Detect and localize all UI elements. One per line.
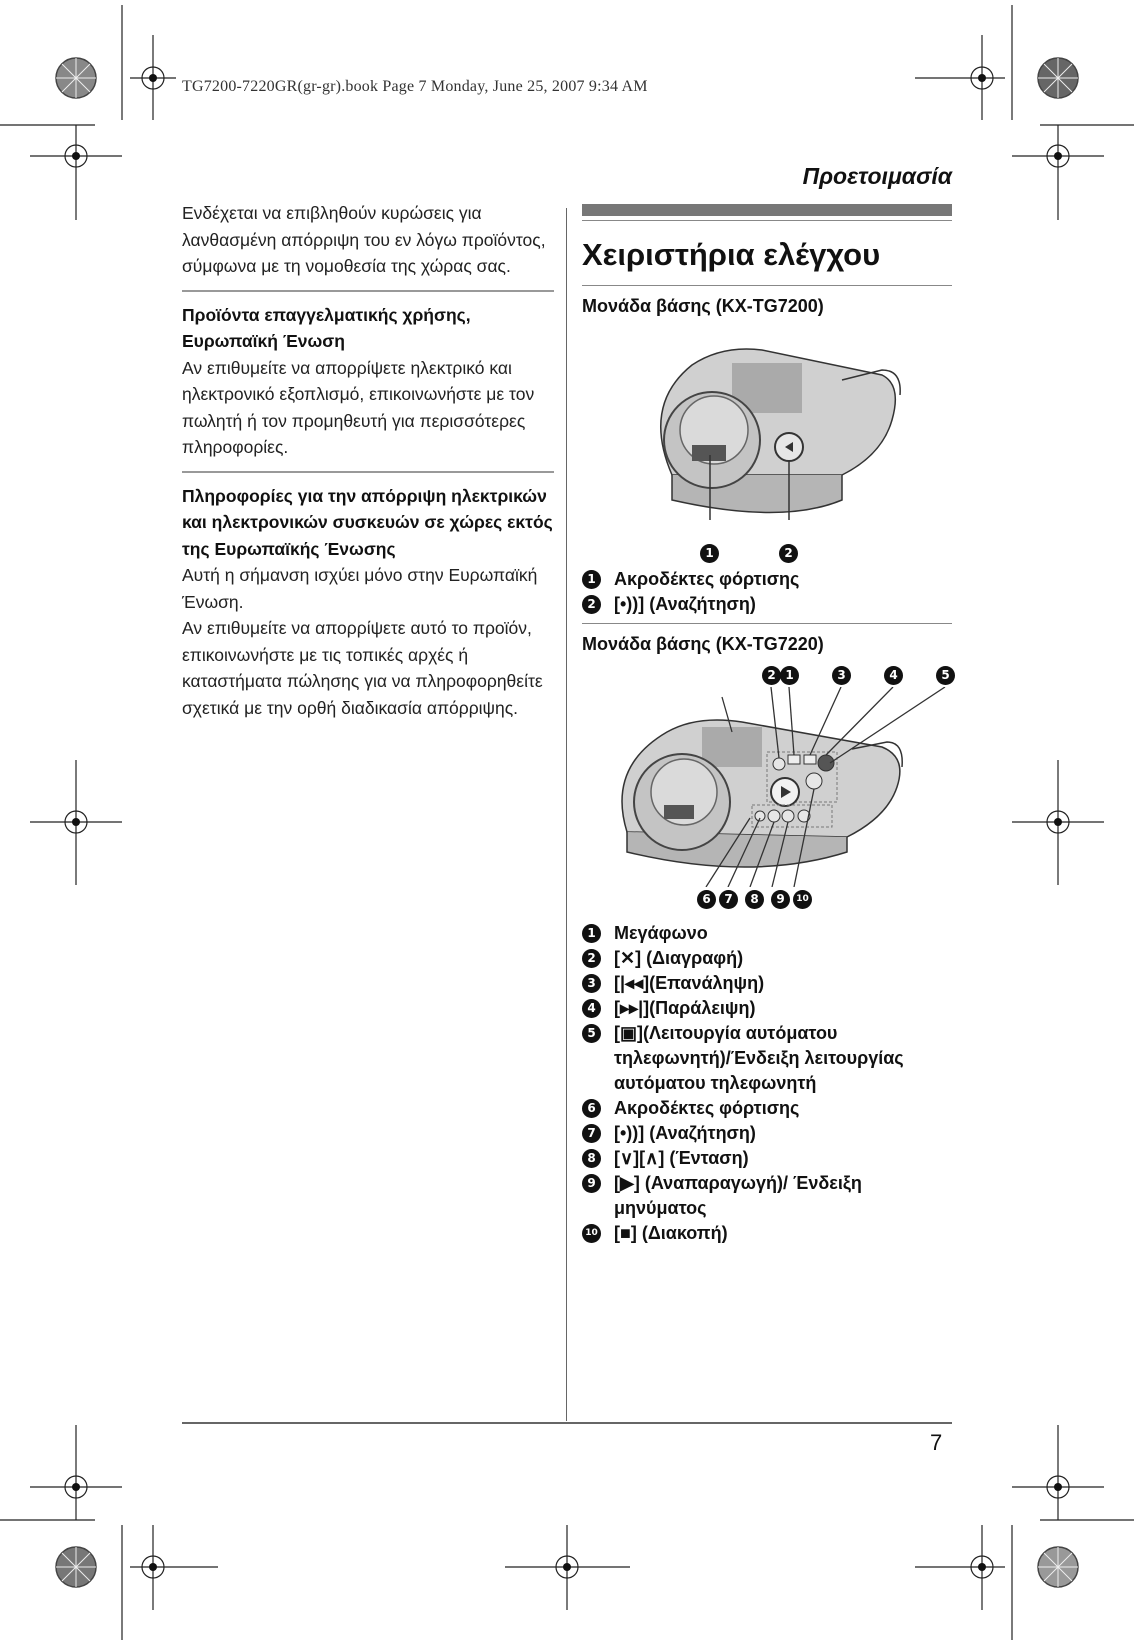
callout-4: 4 xyxy=(884,666,903,685)
base-unit-tg7220-illustration xyxy=(582,687,952,887)
base2-heading: Μονάδα βάσης (KX-TG7220) xyxy=(582,634,824,654)
legend-number: 9 xyxy=(582,1174,601,1193)
controls-title: Χειριστήρια ελέγχου xyxy=(582,237,881,272)
legend-item xyxy=(582,971,952,996)
title-underbar xyxy=(582,220,952,221)
left-column xyxy=(182,200,554,721)
callout-5: 5 xyxy=(936,666,955,685)
callout-6: 6 xyxy=(697,890,716,909)
business-heading: Προϊόντα επαγγελματικής χρήσης, Ευρωπαϊκή Ένωση xyxy=(182,304,471,351)
legend-text: [•))] (Αναζήτηση) xyxy=(614,1123,756,1143)
legend-number: 5 xyxy=(582,1024,601,1043)
legend-number: 3 xyxy=(582,974,601,993)
legend-number: 2 xyxy=(582,949,601,968)
callout-10: 10 xyxy=(793,890,812,909)
divider xyxy=(582,623,952,624)
legend-item xyxy=(582,1121,952,1146)
legend-number: 10 xyxy=(582,1224,601,1243)
base2-top-callouts xyxy=(582,663,952,687)
legend-item xyxy=(582,996,952,1021)
legend-item xyxy=(582,946,952,971)
callout-1: 1 xyxy=(700,544,719,563)
legend-item xyxy=(582,567,952,592)
disposal-paragraph-1: Αυτή η σήμανση ισχύει μόνο στην Ευρωπαϊκή Ένωση. xyxy=(182,565,538,612)
business-paragraph: Αν επιθυμείτε να απορρίψετε ηλεκτρικό και ηλεκτρονικό εξοπλισμό, επικοινωνήστε με τον πωλητή ή τον προμηθευτή για περισσότερες πληροφορίες. xyxy=(182,357,535,457)
base2-bottom-callouts xyxy=(582,887,952,911)
column-divider xyxy=(566,208,567,1421)
legend-number: 1 xyxy=(582,570,601,589)
legend-text: [∨][∧] (Ένταση) xyxy=(614,1148,749,1168)
divider xyxy=(582,285,952,286)
legend-number: 1 xyxy=(582,924,601,943)
base1-legend xyxy=(582,567,952,617)
right-column xyxy=(582,204,952,1246)
base2-legend xyxy=(582,921,952,1246)
disposal-paragraph-2: Αν επιθυμείτε να απορρίψετε αυτό το προϊόν, επικοινωνήστε με τις τοπικές αρχές ή καταστήματα πώλησης για να πληροφορηθείτε σχετικά με την ορθή διαδικασία απόρριψης. xyxy=(182,618,543,718)
callout-2: 2 xyxy=(762,666,781,685)
footer-rule xyxy=(182,1422,952,1424)
legend-text: [■] (Διακοπή) xyxy=(614,1223,728,1243)
legend-text: [▶] (Αναπαραγωγή)/ Ένδειξη μηνύματος xyxy=(614,1173,862,1218)
legend-item xyxy=(582,1146,952,1171)
legend-item xyxy=(582,1021,952,1096)
intro-paragraph: Ενδέχεται να επιβληθούν κυρώσεις για λανθασμένη απόρριψη του εν λόγω προϊόντος, σύμφωνα με τη νομοθεσία της χώρας σας. xyxy=(182,203,546,276)
legend-text: [✕] (Διαγραφή) xyxy=(614,948,744,968)
legend-number: 8 xyxy=(582,1149,601,1168)
legend-number: 2 xyxy=(582,595,601,614)
legend-text: Ακροδέκτες φόρτισης xyxy=(614,569,800,589)
legend-text: [▸▸|](Παράλειψη) xyxy=(614,998,756,1018)
callout-9: 9 xyxy=(771,890,790,909)
base1-callout-row xyxy=(582,541,952,567)
callout-2: 2 xyxy=(779,544,798,563)
base1-heading: Μονάδα βάσης (KX-TG7200) xyxy=(582,296,824,316)
callout-7: 7 xyxy=(719,890,738,909)
section-title: Προετοιμασία xyxy=(802,163,952,189)
legend-item xyxy=(582,921,952,946)
legend-number: 7 xyxy=(582,1124,601,1143)
legend-number: 4 xyxy=(582,999,601,1018)
legend-item xyxy=(582,1096,952,1121)
divider xyxy=(182,290,554,292)
book-slug: TG7200-7220GR(gr-gr).book Page 7 Monday, June 25, 2007 9:34 AM xyxy=(182,78,648,95)
callout-8: 8 xyxy=(745,890,764,909)
callout-1: 1 xyxy=(780,666,799,685)
title-bar xyxy=(582,204,952,216)
legend-text: Μεγάφωνο xyxy=(614,923,708,943)
legend-number: 6 xyxy=(582,1099,601,1118)
legend-text: [▣](Λειτουργία αυτόματου τηλεφωνητή)/Ένδειξη λειτουργίας αυτόματου τηλεφωνητή xyxy=(614,1023,904,1093)
callout-3: 3 xyxy=(832,666,851,685)
disposal-heading: Πληροφορίες για την απόρριψη ηλεκτρικών και ηλεκτρονικών συσκευών σε χώρες εκτός της Ευρωπαϊκής Ένωσης xyxy=(182,485,553,559)
legend-text: [|◂◂](Επανάληψη) xyxy=(614,973,765,993)
base-unit-tg7200-illustration xyxy=(582,325,952,555)
divider xyxy=(182,471,554,473)
legend-item xyxy=(582,1171,952,1221)
legend-item xyxy=(582,592,952,617)
page-number: 7 xyxy=(930,1430,943,1455)
legend-item xyxy=(582,1221,952,1246)
legend-text: [•))] (Αναζήτηση) xyxy=(614,594,756,614)
legend-text: Ακροδέκτες φόρτισης xyxy=(614,1098,800,1118)
